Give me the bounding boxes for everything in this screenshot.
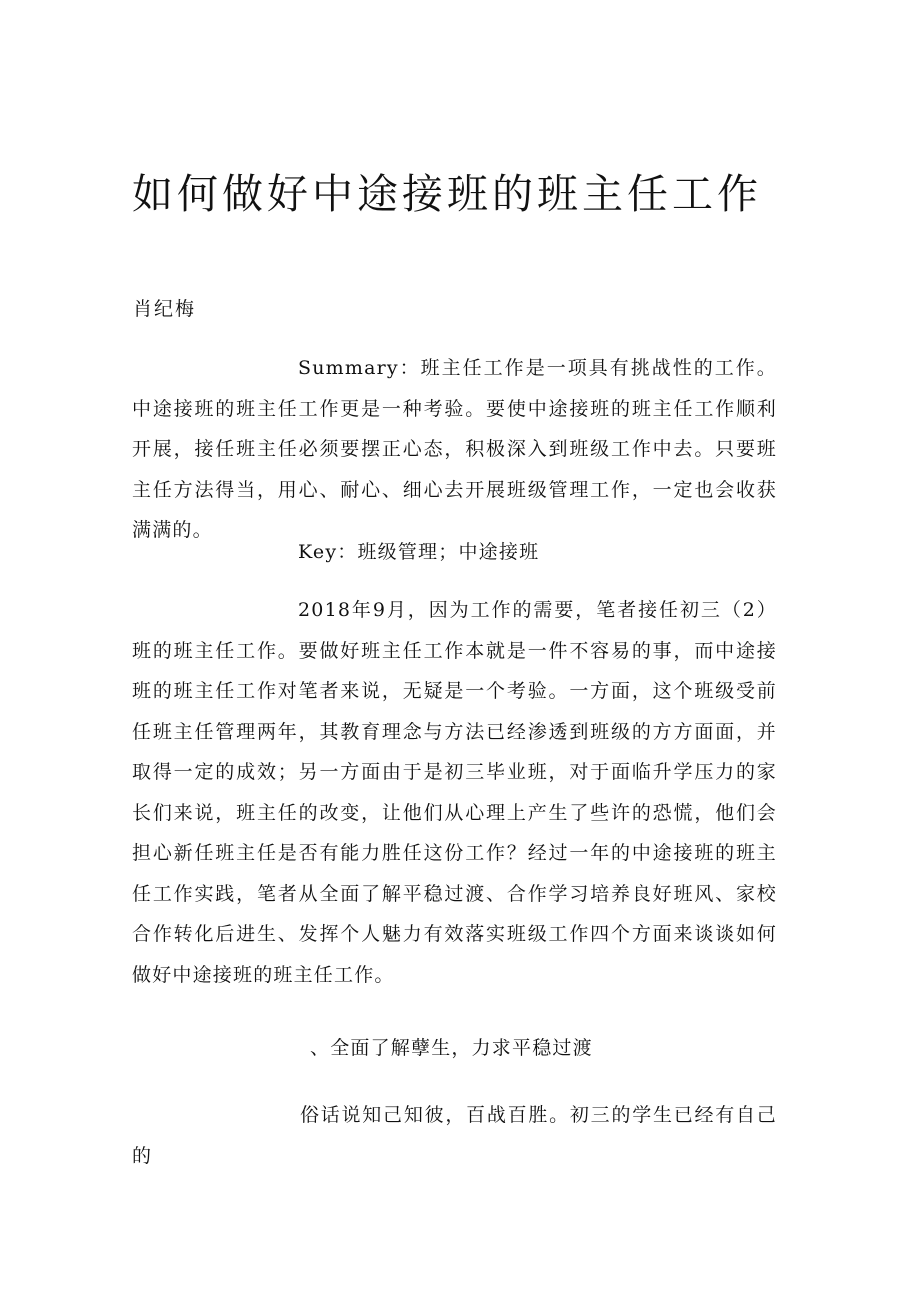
body-paragraph: 俗话说知己知彼，百战百胜。初三的学生已经有自己的	[132, 1104, 777, 1167]
author-name: 肖纪梅	[133, 298, 197, 320]
keywords-line: Key：班级管理；中途接班	[298, 541, 540, 563]
document-title: 如何做好中途接班的班主任工作	[132, 170, 762, 218]
intro-paragraph: 2018年9月，因为工作的需要，笔者接任初三（2）班的班主任工作。要做好班主任工作本就是一件不容易的事，而中途接班的班主任工作对笔者来说，无疑是一个考验。一方面，这个班级受前任班主任管理两年，其教育理念与方法已经渗透到班级的方方面面，并取得一定的成效；另一方面由于是初三毕业班，对于面临升学压力的家长们来说，班主任的改变，让他们从心理上产生了些许的恐慌，他们会担心新任班主任是否有能力胜任这份工作？经过一年的中途接班的班主任工作实践，笔者从全面了解平稳过渡、合作学习培养良好班风、家校合作转化后进生、发挥个人魅力有效落实班级工作四个方面来谈谈如何做好中途接班的班主任工作。	[132, 599, 777, 986]
summary-paragraph: Summary：班主任工作是一项具有挑战性的工作。中途接班的班主任工作更是一种考验。要使中途接班的班主任工作顺利开展，接任班主任必须要摆正心态，积极深入到班级工作中去。只要班主任方法得当，用心、耐心、细心去开展班级管理工作，一定也会收获满满的。	[132, 357, 777, 541]
section-heading: 、全面了解孽生，力求平稳过渡	[310, 1037, 593, 1059]
